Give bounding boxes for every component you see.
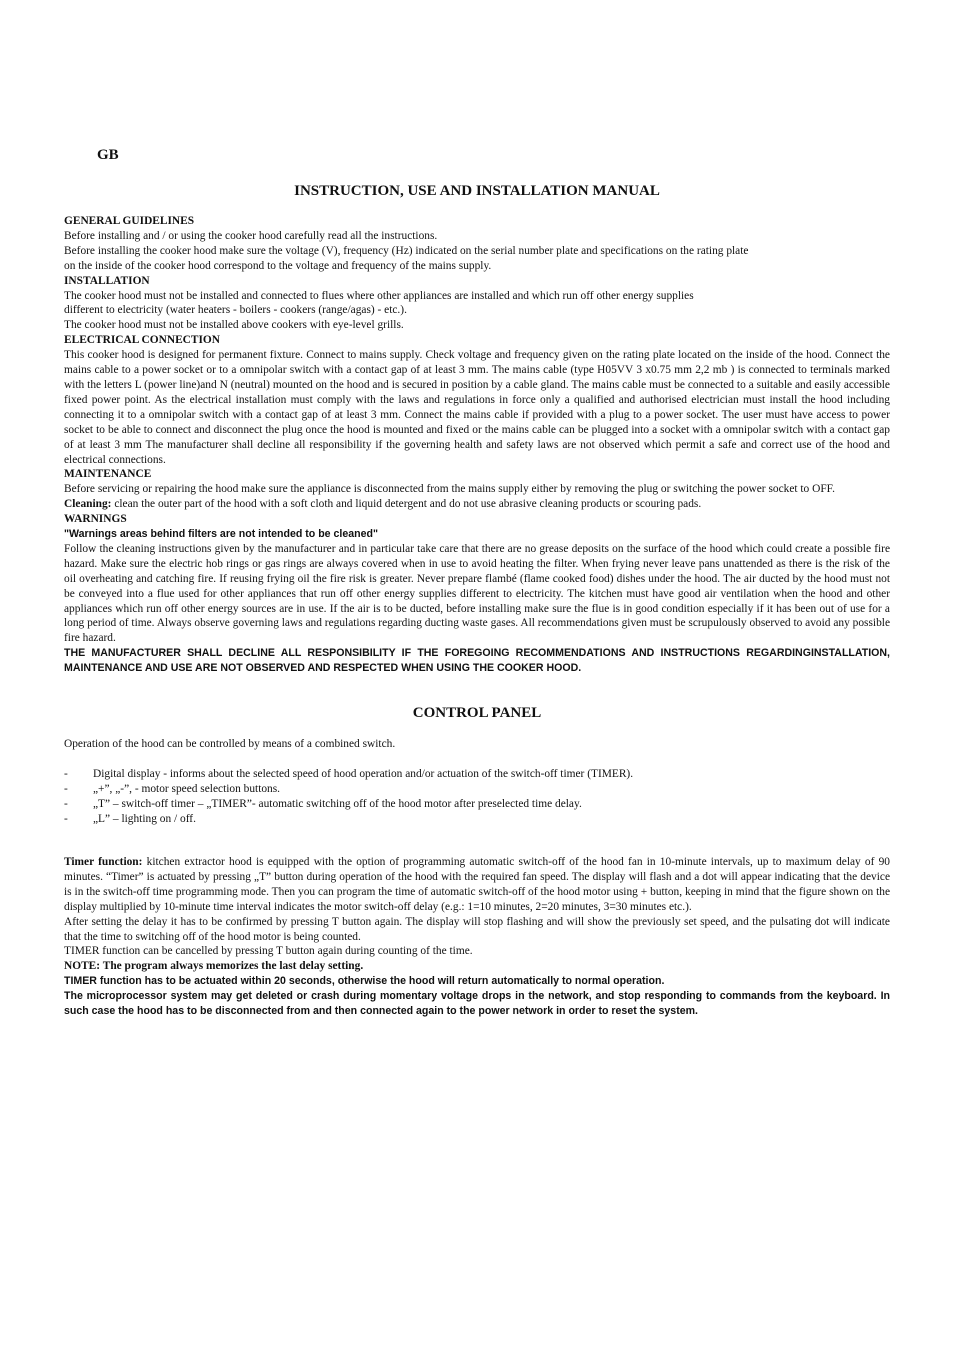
list-dash: - [64,812,68,825]
cleaning-paragraph [64,497,890,512]
timer-cancel: TIMER function can be cancelled by pressing T button again during counting of the time. [64,945,473,958]
control-item-text: „L” – lighting on / off. [93,812,196,825]
timer-paragraph [64,855,890,915]
general-line: Before installing the cooker hood make sure the voltage (V), frequency (Hz) indicated on the serial number plate and specifications on the rating plate [64,244,749,257]
cleaning-label: Cleaning: [64,498,112,511]
maintenance-text: Before servicing or repairing the hood make sure the appliance is disconnected from the mains supply either by removing the plug or switching the power socket to OFF. [64,483,835,496]
timer-section [64,855,890,1019]
language-code: GB [97,147,119,163]
electrical-text: This cooker hood is designed for permanent fixture. Connect to mains supply. Check voltage and frequency given on the rating plate located on the inside of the hood. Connect the mains cable to a power socket or to a omnipolar switch with a contact gap of at least 3 mm. The mains cable (type H05VV 3 x0.75 mm 2,2 mb ) is connected to terminals marked with the letters L (power line)and N (neutral) mounted on the hood and is secured in position by a cable gland. The mains cable must be connected to a suitable and easily accessible fixed power point. As the electrical installation must comply with the laws and regulations in force only a qualified and authorised electrician must install the hood including connecting it to a omnipolar switch with a contact gap of at least 3 mm. Connect the mains cable if provided with a plug to a power socket. The user must have access to power socket to be able to connect and disconnect the plug once the hood is mounted and fixed or the mains cable can be plugged into a socket with a omnipolar switch with a contact gap of at least 3 mm The manufacturer shall decline all responsibility if the governing health and safety laws are not observed which permit a safe and correct use of the hood and electrical connections. [64,349,890,466]
control-panel-section [64,737,890,826]
control-item-text: „T” – switch-off timer – „TIMER”- automatic switching off of the hood motor after preselected time delay. [93,797,582,810]
control-list-item [64,797,890,812]
electrical-heading: ELECTRICAL CONNECTION [64,334,221,347]
timer-label: Timer function: [64,856,143,868]
control-list-item [64,767,890,782]
installation-line: different to electricity (water heaters - boilers - cookers (range/agas) - etc.). [64,304,407,317]
control-panel-title: CONTROL PANEL [412,705,542,721]
control-panel-intro: Operation of the hood can be controlled by means of a combined switch. [64,738,396,750]
microprocessor-warning: The microprocessor system may get deleted or crash during momentary voltage drops in the network, and stop responding to commands from the keyboard. In such case the hood has to be disconnected from and then connected again to the power network in order to reset the system. [64,990,890,1018]
list-dash: - [64,797,68,810]
maintenance-heading: MAINTENANCE [64,468,152,481]
timer-confirm: After setting the delay it has to be confirmed by pressing T button again. The display will stop flashing and will show the previously set speed, and the pulsating dot will indicate that the time to switching off of the hood motor is being counted. [64,915,890,943]
control-item-text: „+”, „-”, - motor speed selection buttons. [93,782,281,795]
guidelines-section [64,214,890,676]
installation-heading: INSTALLATION [64,274,150,287]
general-guidelines-heading: GENERAL GUIDELINES [64,215,195,227]
list-dash: - [64,782,68,795]
list-dash: - [64,767,68,780]
installation-line: The cooker hood must not be installed above cookers with eye-level grills. [64,319,404,332]
installation-line: The cooker hood must not be installed and connected to flues where other appliances are installed and which run off other energy supplies [64,289,694,302]
timer-text: kitchen extractor hood is equipped with the option of programming automatic switch-off of the hood fan in 10-minute intervals, up to maximum delay of 90 minutes. “Timer” is actuated by pressing „T” button during operation of the hood with the required fan speed. The display will flash and a dot will appear indicating that the device is in the switch-off time programming mode. Then you can program the time of automatic switch-off of the hood motor using + button, keeping in mind that the figure shown on the display multiplied by 10-minute time interval indicates the motor switch-off delay (e.g.: 1=10 minutes, 2=20 minutes, 3=30 minutes etc.). [64,856,890,913]
control-list [64,767,890,827]
control-list-item [64,812,890,827]
cleaning-text: clean the outer part of the hood with a soft cloth and liquid detergent and do not use abrasive cleaning products or scouring pads. [111,498,702,511]
spacer [64,752,890,767]
general-line: Before installing and / or using the cooker hood carefully read all the instructions. [64,229,438,242]
warnings-text: Follow the cleaning instructions given by the manufacturer and in particular take care that there are no grease deposits on the surface of the hood which could create a possible fire hazard. Make sure the electric hob rings or gas rings are always covered when in use to avoid heating the filter. When frying never leave pans unattended as there is the risk of the oil overheating and catching fire. If reusing frying oil the fire risk is greater. Never prepare flambé (flame cooked food) dishes under the hood. The air ducted by the hood must not be conveyed into a flue used for other appliances that run off other energy supplies different to electricity. The kitchen must have good air ventilation when the hood and other appliances which run off other energy sources are in use. If the air is to be ducted, before installing make sure the flue is in good condition especially if it has been out of use for a long period of time. Always observe governing laws and regulations regarding ducting waste gases. All recommendations given must be scrupulously observed to avoid any possible fire hazard. [64,542,890,645]
warnings-disclaimer: THE MANUFACTURER SHALL DECLINE ALL RESPONSIBILITY IF THE FOREGOING RECOMMENDATIONS AND INSTRUCTIONS REGARDINGINSTALLATION, MAINTENANCE AND USE ARE NOT OBSERVED AND RESPECTED WHEN USING THE COOKER HOOD. [64,647,890,675]
control-list-item [64,782,890,797]
manual-title: INSTRUCTION, USE AND INSTALLATION MANUAL [294,183,660,199]
warnings-subheading: "Warnings areas behind filters are not intended to be cleaned" [64,528,378,541]
warnings-heading: WARNINGS [64,513,127,526]
general-line: on the inside of the cooker hood correspond to the voltage and frequency of the mains supply. [64,259,492,272]
timer-note: NOTE: The program always memorizes the last delay setting. [64,960,364,973]
control-item-text: Digital display - informs about the selected speed of hood operation and/or actuation of the switch-off timer (TIMER). [93,767,634,780]
timer-actuate: TIMER function has to be actuated within 20 seconds, otherwise the hood will return automatically to normal operation. [64,975,665,988]
